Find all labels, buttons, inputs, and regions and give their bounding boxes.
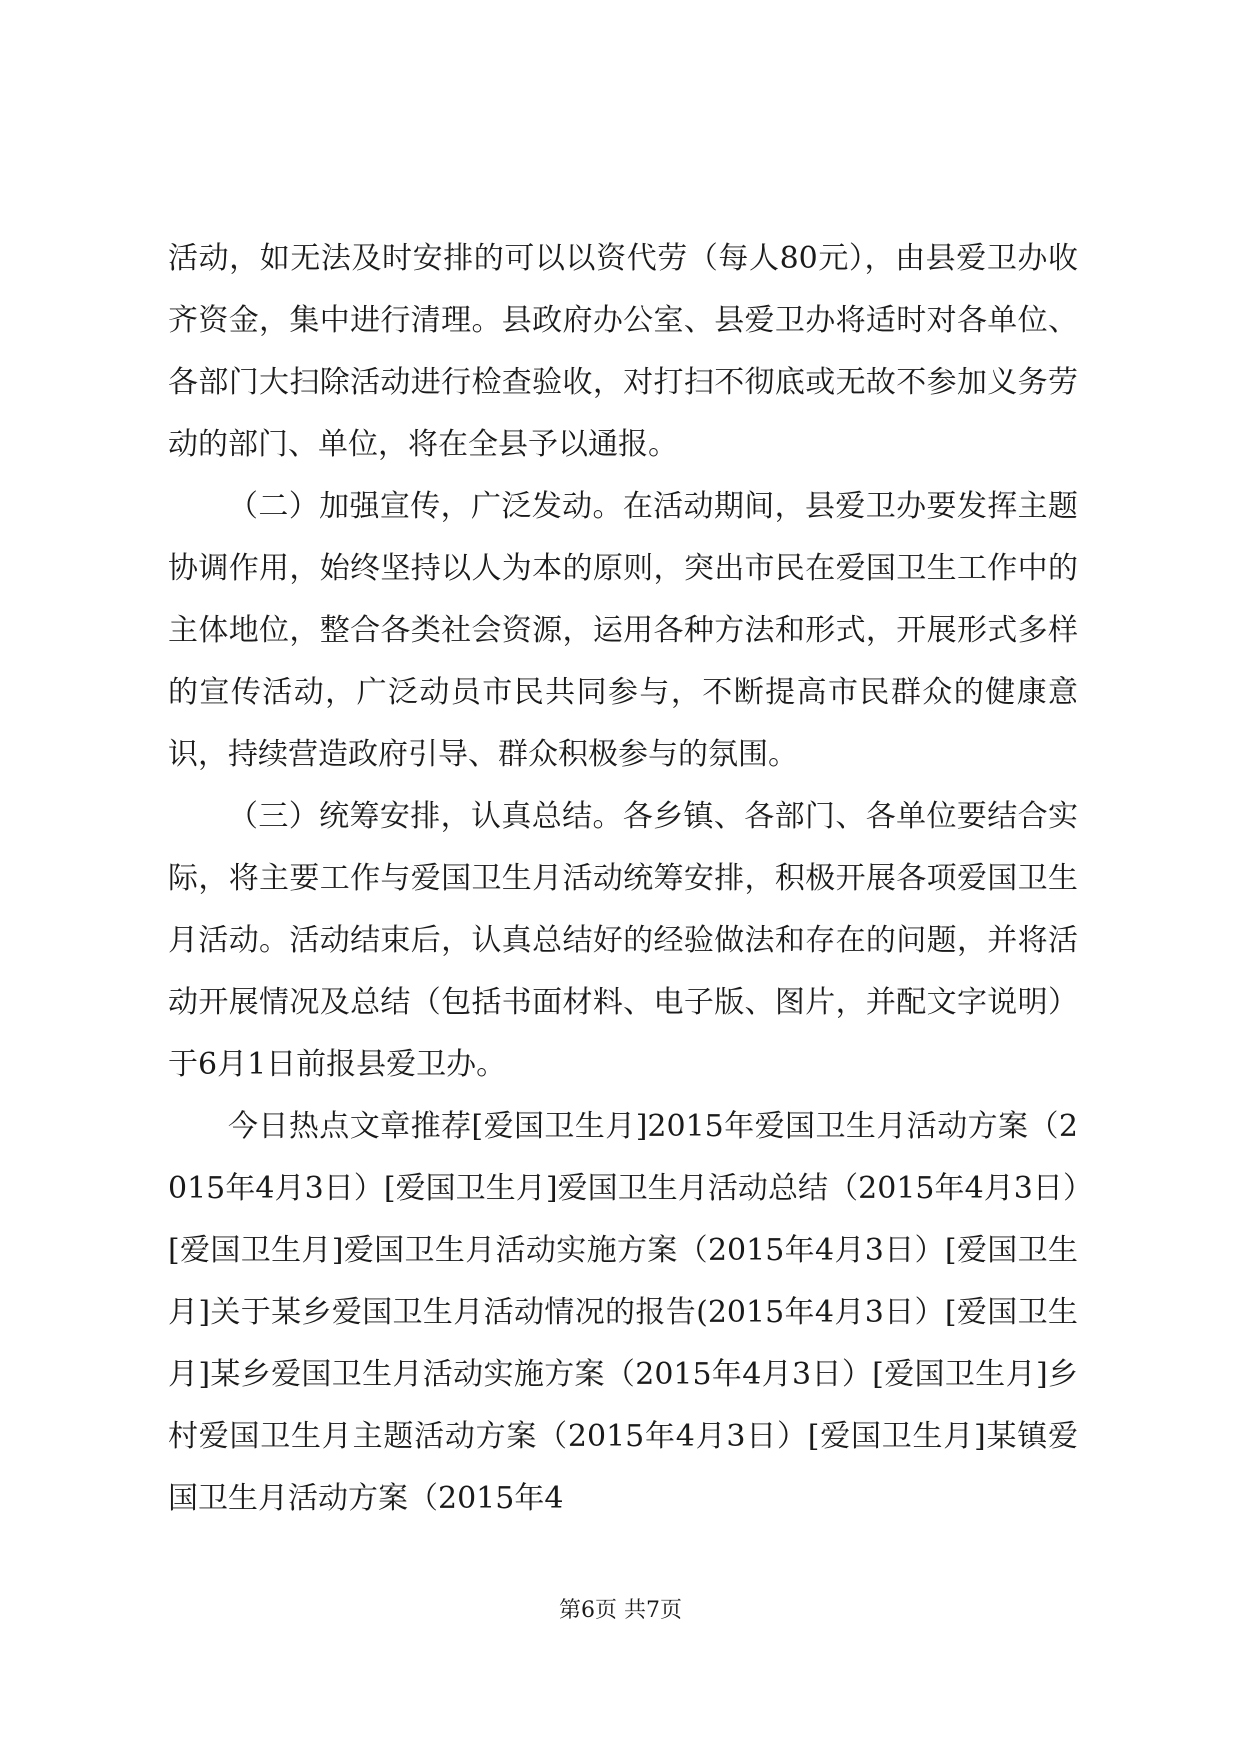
paragraph-continuation: 活动，如无法及时安排的可以以资代劳（每人80元），由县爱卫办收齐资金，集中进行清理。县政府办公室、县爱卫办将适时对各单位、各部门大扫除活动进行检查验收，对打扫不彻底或无故不参加义务劳动的部门、单位，将在全县予以通报。	[168, 241, 1078, 462]
paragraph-summary: （三）统筹安排，认真总结。各乡镇、各部门、各单位要结合实际，将主要工作与爱国卫生月活动统筹安排，积极开展各项爱国卫生月活动。活动结束后，认真总结好的经验做法和存在的问题，并将活动开展情况及总结（包括书面材料、电子版、图片，并配文字说明）于6月1日前报县爱卫办。	[168, 799, 1078, 1082]
paragraph-recommended-articles: 今日热点文章推荐[爱国卫生月]2015年爱国卫生月活动方案（2015年4月3日）[爱国卫生月]爱国卫生月活动总结（2015年4月3日）[爱国卫生月]爱国卫生月活动实施方案（2015年4月3日）[爱国卫生月]关于某乡爱国卫生月活动情况的报告(2015年4月3日）[爱国卫生月]某乡爱国卫生月活动实施方案（2015年4月3日）[爱国卫生月]乡村爱国卫生月主题活动方案（2015年4月3日）[爱国卫生月]某镇爱国卫生月活动方案（2015年4	[168, 1109, 1078, 1516]
paragraph-publicity: （二）加强宣传，广泛发动。在活动期间，县爱卫办要发挥主题协调作用，始终坚持以人为本的原则，突出市民在爱国卫生工作中的主体地位，整合各类社会资源，运用各种方法和形式，开展形式多样的宣传活动，广泛动员市民共同参与，不断提高市民群众的健康意识，持续营造政府引导、群众积极参与的氛围。	[168, 489, 1078, 772]
body-text	[168, 228, 1078, 1530]
page-number-footer: 第6页 共7页	[559, 1598, 682, 1623]
